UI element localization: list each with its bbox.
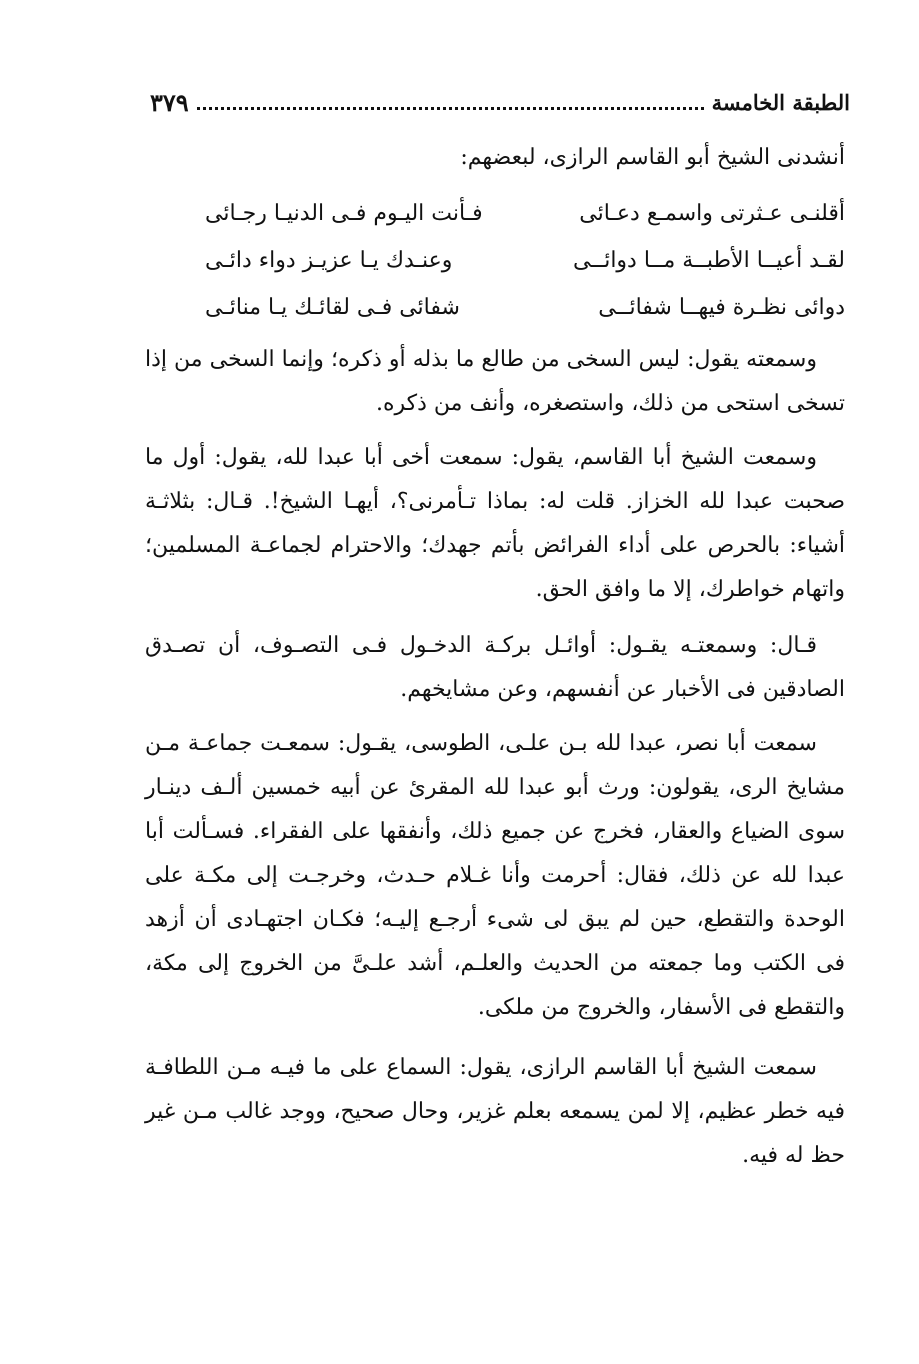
- poem: [205, 190, 845, 331]
- page-number: ٣٧٩: [150, 87, 189, 117]
- paragraph-4: [145, 722, 845, 1030]
- verse: [205, 284, 845, 331]
- verse: [205, 237, 845, 284]
- paragraph-text: قـال: وسمعتـه يقـول: أوائـل بركـة الدخـول فـى التصـوف، أن تصـدق الصادقين فى الأخبار عن أنفسهم، وعن مشايخهم.: [145, 633, 845, 702]
- intro-line: [145, 136, 845, 180]
- paragraph-5: [145, 1046, 845, 1178]
- page-header: [150, 84, 850, 120]
- running-title: الطبقة الخامسة: [711, 89, 850, 115]
- paragraph-text: سمعت الشيخ أبا القاسم الرازى، يقول: السماع على ما فيـه مـن اللطافـة فيه خطر عظيم، إلا لمن يسمعه بعلم غزير، وحال صحيح، ووجد غالب مـن غير حظ له فيه.: [145, 1055, 845, 1168]
- hemistich-second: شفائى فـى لقائـك يـا منائـى: [205, 295, 460, 320]
- hemistich-second: وعنـدك يـا عزيـز دواء دائـى: [205, 248, 453, 273]
- intro-text: أنشدنى الشيخ أبو القاسم الرازى، لبعضهم:: [460, 145, 845, 170]
- hemistich-first: أقلنـى عـثرتى واسمـع دعـائى: [579, 201, 845, 226]
- dotted-leader: [197, 107, 704, 110]
- hemistich-first: دوائى نظـرة فيهــا شفائــى: [598, 295, 845, 320]
- paragraph-1: [145, 338, 845, 426]
- paragraph-text: وسمعته يقول: ليس السخى من طالع ما بذله أو ذكره؛ وإنما السخى من إذا تسخى استحى من ذلك، واستصغره، وأنف من ذكره.: [145, 347, 845, 416]
- paragraph-2: [145, 436, 845, 612]
- paragraph-3: [145, 624, 845, 712]
- verse: [205, 190, 845, 237]
- paragraph-text: وسمعت الشيخ أبا القاسم، يقول: سمعت أخى أبا عبدا لله، يقول: أول ما صحبت عبدا لله الخزاز. قلت له: بماذا تـأمرنى؟، أيهـا الشيخ!. قـال: بثلاثـة أشياء: بالحرص على أداء الفرائض بأتم جهدك؛ والاحترام لجماعـة المسلمين؛ واتهام خواطرك، إلا ما وافق الحق.: [145, 445, 845, 602]
- hemistich-first: لقـد أعيــا الأطبــة مــا دوائــى: [572, 248, 845, 273]
- hemistich-second: فـأنت اليـوم فـى الدنيـا رجـائى: [205, 201, 483, 226]
- paragraph-text: سمعت أبا نصر، عبدا لله بـن علـى، الطوسى، يقـول: سمعـت جماعـة مـن مشايخ الرى، يقولون: ورث أبو عبدا لله المقرئ عن أبيه خمسين ألـف دينـار سوى الضياع والعقار، فخرج عن جميع ذلك، وأنفقها على الفقراء. فسـألت أبا عبدا لله عن ذلك، فقال: أحرمت وأنا غـلام حـدث، وخرجـت إلى مكـة على الوحدة والتقطع، حين لم يبق لى شىء أرجـع إليـه؛ فكـان اجتهـادى أن أزهد فى الكتب وما جمعته من الحديث والعلـم، أشد علـىَّ من الخروج إلى مكة، والتقطع فى الأسفار، والخروج من ملكى.: [145, 731, 845, 1020]
